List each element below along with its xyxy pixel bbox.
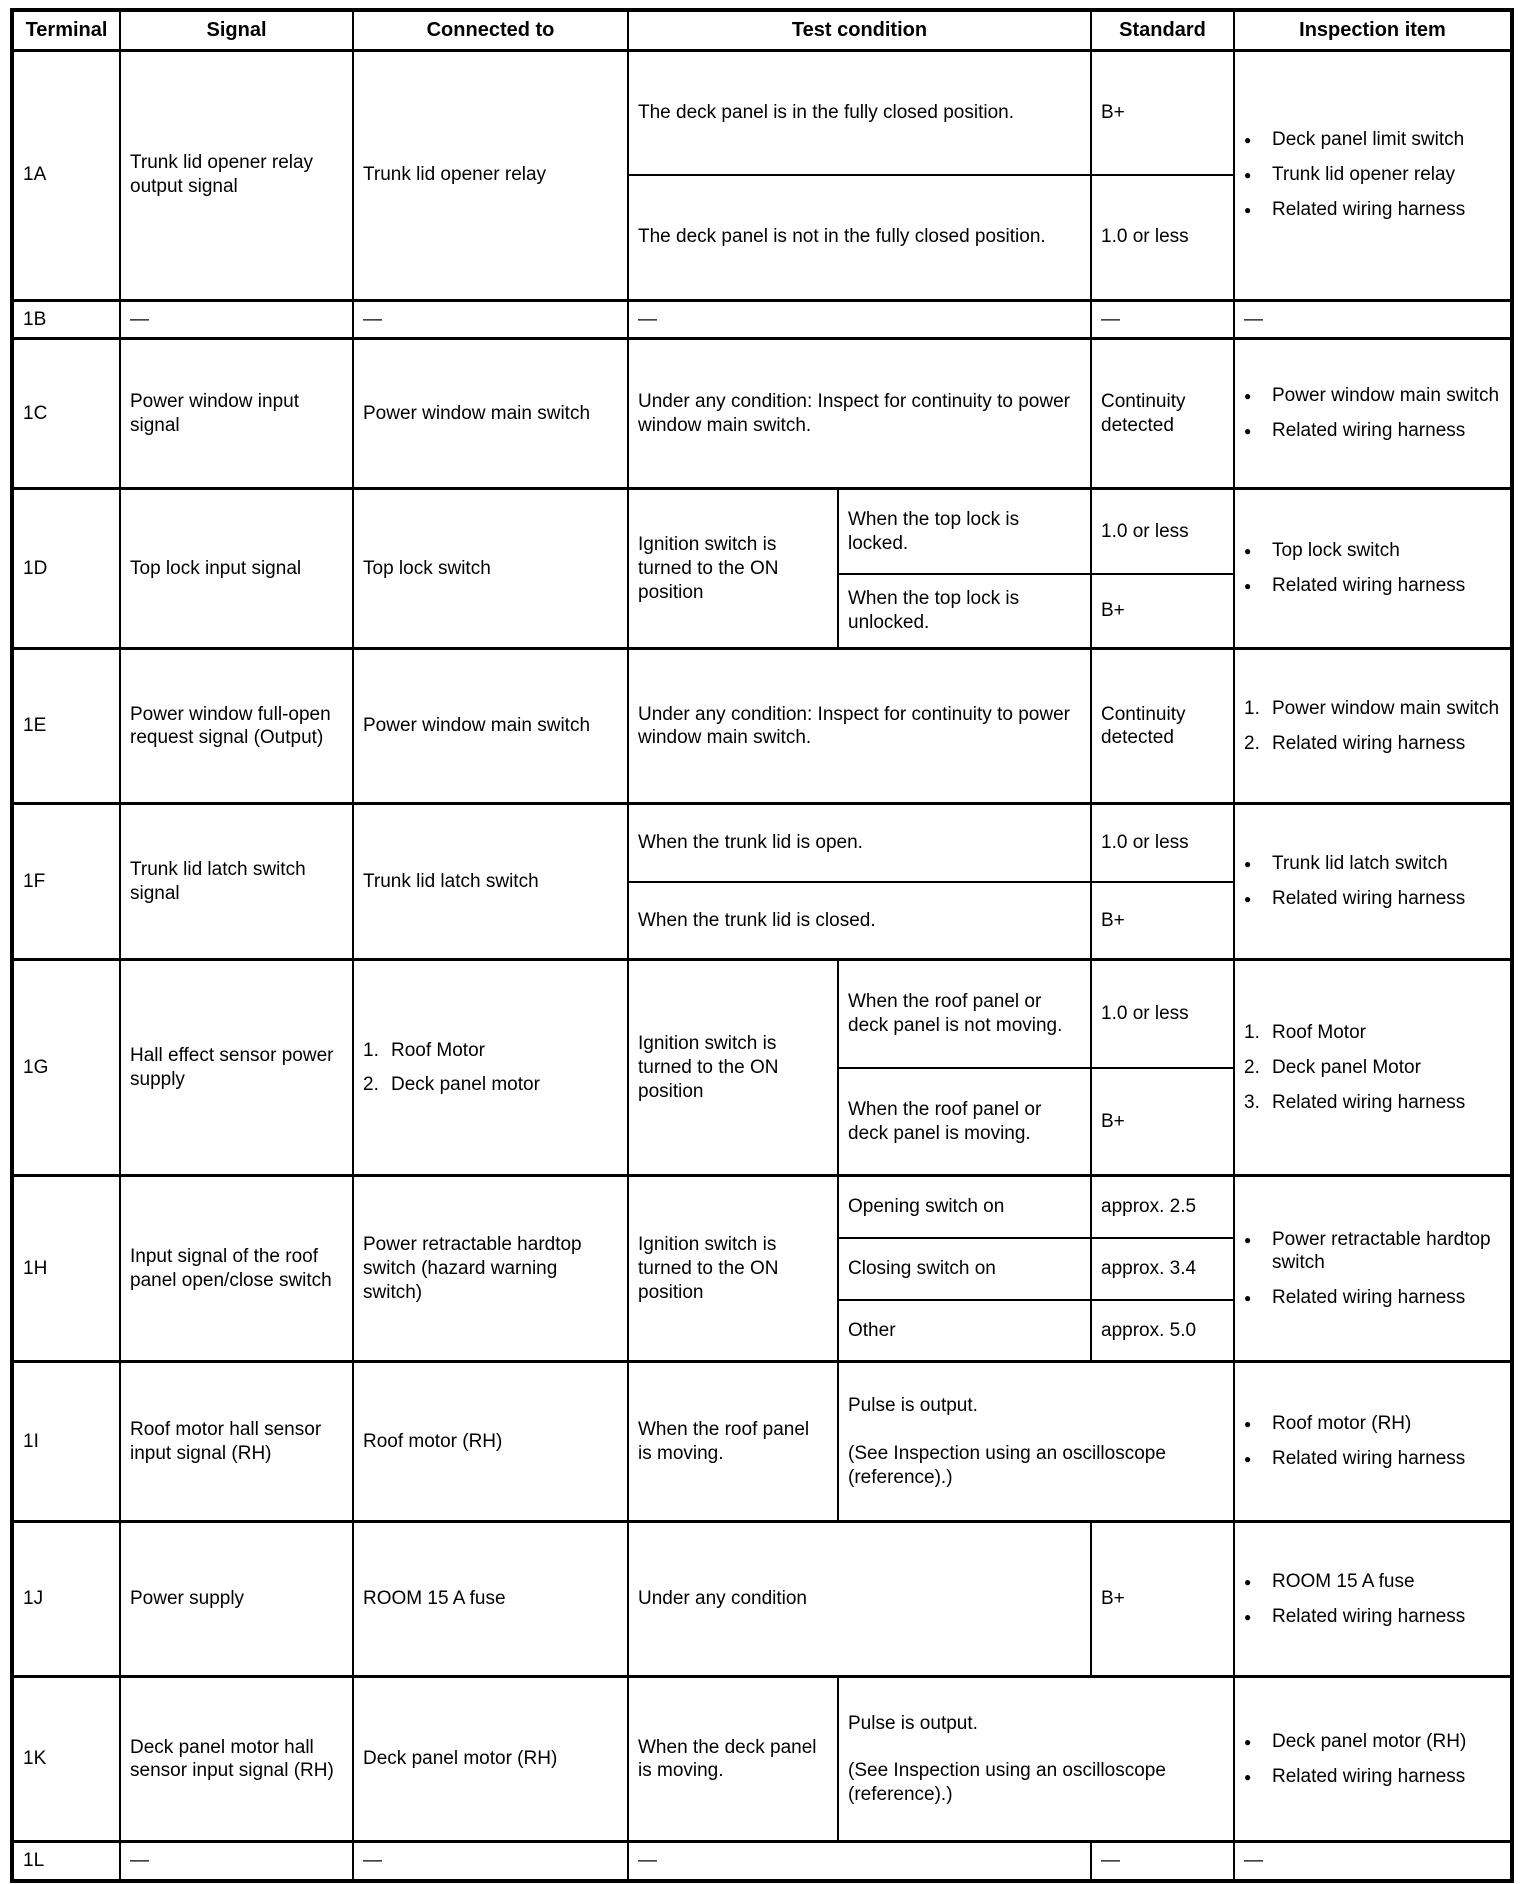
cell-signal-1g: Hall effect sensor power supply bbox=[120, 960, 353, 1176]
row-1h bbox=[12, 1176, 1512, 1238]
connected-item bbox=[363, 1039, 618, 1063]
cell-inspection-1a bbox=[1234, 50, 1512, 300]
cell-standard-1f-1: 1.0 or less bbox=[1091, 804, 1234, 882]
cell-standard-1a-2: 1.0 or less bbox=[1091, 175, 1234, 300]
inspection-item-text: Top lock switch bbox=[1272, 540, 1400, 562]
inspection-item-text: Deck panel Motor bbox=[1272, 1056, 1421, 1078]
cell-condition-1b: — bbox=[628, 300, 1091, 339]
cell-condition-1a-1: The deck panel is in the fully closed position. bbox=[628, 50, 1091, 175]
inspection-item bbox=[1244, 1056, 1501, 1080]
row-1j bbox=[12, 1522, 1512, 1677]
bullet-icon: ● bbox=[1244, 1769, 1252, 1784]
cell-inspection-1b: — bbox=[1234, 300, 1512, 339]
cell-standard-1h-2: approx. 3.4 bbox=[1091, 1238, 1234, 1300]
cell-standard-1e: Continuity detected bbox=[1091, 649, 1234, 804]
cell-standard-1g-1: 1.0 or less bbox=[1091, 960, 1234, 1068]
cell-terminal-1g: 1G bbox=[12, 960, 120, 1176]
cell-connected-1d: Top lock switch bbox=[353, 489, 628, 649]
number-marker: 2. bbox=[1244, 1056, 1260, 1078]
row-1g bbox=[12, 960, 1512, 1068]
inspection-item-text: Trunk lid latch switch bbox=[1272, 853, 1448, 875]
inspection-item-text: Related wiring harness bbox=[1272, 888, 1466, 910]
cell-signal-1b: — bbox=[120, 300, 353, 339]
inspection-item bbox=[1244, 539, 1501, 563]
cell-condition-left-1d: Ignition switch is turned to the ON position bbox=[628, 489, 838, 649]
inspection-item bbox=[1244, 1286, 1501, 1310]
bullet-icon: ● bbox=[1244, 579, 1252, 594]
inspection-item-text: Related wiring harness bbox=[1272, 420, 1466, 442]
row-1l bbox=[12, 1842, 1512, 1881]
cell-condition-1l: — bbox=[628, 1842, 1091, 1881]
cell-inspection-1i bbox=[1234, 1362, 1512, 1522]
inspection-item-text: Roof Motor bbox=[1272, 1022, 1366, 1044]
cell-standard-1g-2: B+ bbox=[1091, 1068, 1234, 1176]
inspection-item-text: Related wiring harness bbox=[1272, 1448, 1466, 1470]
cell-condition-left-1i: When the roof panel is moving. bbox=[628, 1362, 838, 1522]
inspection-item-text: ROOM 15 A fuse bbox=[1272, 1570, 1415, 1592]
row-1d bbox=[12, 489, 1512, 574]
cell-pulse-1k bbox=[838, 1677, 1234, 1842]
cell-connected-1e: Power window main switch bbox=[353, 649, 628, 804]
inspection-item-text: Related wiring harness bbox=[1272, 1605, 1466, 1627]
inspection-item-text: Power window main switch bbox=[1272, 698, 1500, 719]
cell-inspection-1l: — bbox=[1234, 1842, 1512, 1881]
number-marker: 1. bbox=[1244, 1022, 1260, 1044]
cell-terminal-1i: 1I bbox=[12, 1362, 120, 1522]
col-header-terminal: Terminal bbox=[12, 10, 120, 50]
cell-signal-1e: Power window full-open request signal (Output) bbox=[120, 649, 353, 804]
cell-connected-1a: Trunk lid opener relay bbox=[353, 50, 628, 300]
bullet-icon: ● bbox=[1244, 424, 1252, 439]
inspection-item bbox=[1244, 852, 1501, 876]
col-header-inspection-item: Inspection item bbox=[1234, 10, 1512, 50]
inspection-item bbox=[1244, 198, 1501, 222]
cell-condition-1e: Under any condition: Inspect for continuity to power window main switch. bbox=[628, 649, 1091, 804]
cell-inspection-1c bbox=[1234, 339, 1512, 489]
inspection-item bbox=[1244, 128, 1501, 152]
bullet-icon: ● bbox=[1244, 168, 1252, 182]
number-marker: 1. bbox=[363, 1039, 379, 1061]
inspection-item-text: Related wiring harness bbox=[1272, 1765, 1466, 1787]
cell-standard-1a-1: B+ bbox=[1091, 50, 1234, 175]
cell-signal-1h: Input signal of the roof panel open/close switch bbox=[120, 1176, 353, 1362]
bullet-icon: ● bbox=[1244, 1452, 1252, 1467]
bullet-icon: ● bbox=[1244, 133, 1252, 147]
number-marker: 3. bbox=[1244, 1091, 1260, 1113]
cell-condition-1h-1: Opening switch on bbox=[838, 1176, 1091, 1238]
cell-signal-1d: Top lock input signal bbox=[120, 489, 353, 649]
cell-connected-1k: Deck panel motor (RH) bbox=[353, 1677, 628, 1842]
cell-connected-1l: — bbox=[353, 1842, 628, 1881]
cell-signal-1a: Trunk lid opener relay output signal bbox=[120, 50, 353, 300]
row-1i bbox=[12, 1362, 1512, 1522]
oscilloscope-note: (See Inspection using an oscilloscope (reference).) bbox=[848, 1760, 1166, 1806]
cell-connected-1f: Trunk lid latch switch bbox=[353, 804, 628, 960]
cell-condition-1h-3: Other bbox=[838, 1300, 1091, 1362]
bullet-icon: ● bbox=[1244, 389, 1252, 404]
bullet-icon: ● bbox=[1244, 544, 1252, 559]
col-header-signal: Signal bbox=[120, 10, 353, 50]
bullet-icon: ● bbox=[1244, 1609, 1252, 1624]
connected-item bbox=[363, 1073, 618, 1097]
bullet-icon: ● bbox=[1244, 203, 1252, 217]
inspection-item-text: Related wiring harness bbox=[1272, 1287, 1466, 1309]
cell-condition-1d-1: When the top lock is locked. bbox=[838, 489, 1091, 574]
row-1k bbox=[12, 1677, 1512, 1842]
cell-signal-1j: Power supply bbox=[120, 1522, 353, 1677]
cell-terminal-1f: 1F bbox=[12, 804, 120, 960]
bullet-icon: ● bbox=[1244, 1574, 1252, 1589]
cell-signal-1c: Power window input signal bbox=[120, 339, 353, 489]
bullet-icon: ● bbox=[1244, 1417, 1252, 1432]
cell-terminal-1h: 1H bbox=[12, 1176, 120, 1362]
cell-signal-1i: Roof motor hall sensor input signal (RH) bbox=[120, 1362, 353, 1522]
cell-condition-1c: Under any condition: Inspect for continuity to power window main switch. bbox=[628, 339, 1091, 489]
cell-condition-left-1g: Ignition switch is turned to the ON position bbox=[628, 960, 838, 1176]
row-1f bbox=[12, 804, 1512, 882]
cell-inspection-1d bbox=[1234, 489, 1512, 649]
inspection-item-text: Deck panel limit switch bbox=[1272, 129, 1465, 150]
cell-standard-1l: — bbox=[1091, 1842, 1234, 1881]
inspection-item bbox=[1244, 384, 1501, 408]
cell-terminal-1l: 1L bbox=[12, 1842, 120, 1881]
cell-connected-1j: ROOM 15 A fuse bbox=[353, 1522, 628, 1677]
inspection-item-text: Trunk lid opener relay bbox=[1272, 164, 1456, 185]
cell-condition-1f-2: When the trunk lid is closed. bbox=[628, 882, 1091, 960]
inspection-item bbox=[1244, 1605, 1501, 1629]
inspection-item bbox=[1244, 1412, 1501, 1436]
cell-inspection-1g bbox=[1234, 960, 1512, 1176]
cell-signal-1k: Deck panel motor hall sensor input signal (RH) bbox=[120, 1677, 353, 1842]
col-header-connected-to: Connected to bbox=[353, 10, 628, 50]
cell-connected-1g bbox=[353, 960, 628, 1176]
inspection-item bbox=[1244, 1765, 1501, 1789]
cell-pulse-1i bbox=[838, 1362, 1234, 1522]
cell-condition-1a-2: The deck panel is not in the fully closed position. bbox=[628, 175, 1091, 300]
cell-standard-1f-2: B+ bbox=[1091, 882, 1234, 960]
cell-terminal-1j: 1J bbox=[12, 1522, 120, 1677]
connected-item-text: Deck panel motor bbox=[391, 1074, 540, 1096]
cell-standard-1d-1: 1.0 or less bbox=[1091, 489, 1234, 574]
number-marker: 2. bbox=[363, 1074, 379, 1096]
cell-condition-1f-1: When the trunk lid is open. bbox=[628, 804, 1091, 882]
cell-inspection-1k bbox=[1234, 1677, 1512, 1842]
cell-inspection-1f bbox=[1234, 804, 1512, 960]
cell-signal-1l: — bbox=[120, 1842, 353, 1881]
inspection-item bbox=[1244, 1447, 1501, 1471]
cell-condition-1d-2: When the top lock is unlocked. bbox=[838, 574, 1091, 649]
inspection-item-text: Roof motor (RH) bbox=[1272, 1413, 1412, 1435]
bullet-icon: ● bbox=[1244, 857, 1252, 872]
number-marker: 2. bbox=[1244, 732, 1260, 754]
inspection-item-text: Related wiring harness bbox=[1272, 1091, 1466, 1113]
cell-signal-1f: Trunk lid latch switch signal bbox=[120, 804, 353, 960]
cell-condition-1g-1: When the roof panel or deck panel is not moving. bbox=[838, 960, 1091, 1068]
inspection-item bbox=[1244, 1228, 1501, 1276]
inspection-item bbox=[1244, 163, 1501, 187]
inspection-item bbox=[1244, 1091, 1501, 1115]
bullet-icon: ● bbox=[1244, 1232, 1252, 1247]
bullet-icon: ● bbox=[1244, 1291, 1252, 1306]
inspection-item bbox=[1244, 887, 1501, 911]
connector-terminal-table bbox=[10, 8, 1514, 1883]
inspection-item bbox=[1244, 697, 1501, 721]
cell-condition-1h-2: Closing switch on bbox=[838, 1238, 1091, 1300]
cell-terminal-1b: 1B bbox=[12, 300, 120, 339]
cell-terminal-1a: 1A bbox=[12, 50, 120, 300]
inspection-item-text: Deck panel motor (RH) bbox=[1272, 1730, 1467, 1752]
cell-condition-left-1h: Ignition switch is turned to the ON position bbox=[628, 1176, 838, 1362]
cell-connected-1i: Roof motor (RH) bbox=[353, 1362, 628, 1522]
row-1e bbox=[12, 649, 1512, 804]
cell-standard-1b: — bbox=[1091, 300, 1234, 339]
cell-inspection-1j bbox=[1234, 1522, 1512, 1677]
cell-connected-1b: — bbox=[353, 300, 628, 339]
inspection-item-text: Power window main switch bbox=[1272, 385, 1500, 407]
cell-terminal-1d: 1D bbox=[12, 489, 120, 649]
cell-connected-1h: Power retractable hardtop switch (hazard warning switch) bbox=[353, 1176, 628, 1362]
bullet-icon: ● bbox=[1244, 1734, 1252, 1749]
row-1a bbox=[12, 50, 1512, 175]
cell-inspection-1h bbox=[1234, 1176, 1512, 1362]
number-marker: 1. bbox=[1244, 698, 1260, 719]
cell-standard-1h-3: approx. 5.0 bbox=[1091, 1300, 1234, 1362]
oscilloscope-note: (See Inspection using an oscilloscope (reference).) bbox=[848, 1442, 1166, 1488]
inspection-item-text: Related wiring harness bbox=[1272, 575, 1466, 597]
cell-standard-1d-2: B+ bbox=[1091, 574, 1234, 649]
row-1c bbox=[12, 339, 1512, 489]
inspection-item bbox=[1244, 732, 1501, 756]
row-1b bbox=[12, 300, 1512, 339]
cell-terminal-1k: 1K bbox=[12, 1677, 120, 1842]
inspection-item bbox=[1244, 419, 1501, 443]
cell-terminal-1c: 1C bbox=[12, 339, 120, 489]
cell-standard-1c: Continuity detected bbox=[1091, 339, 1234, 489]
pulse-output-text: Pulse is output. bbox=[848, 1395, 978, 1417]
col-header-standard: Standard bbox=[1091, 10, 1234, 50]
inspection-item bbox=[1244, 1021, 1501, 1045]
bullet-icon: ● bbox=[1244, 892, 1252, 907]
cell-connected-1c: Power window main switch bbox=[353, 339, 628, 489]
inspection-item bbox=[1244, 1570, 1501, 1594]
pulse-output-text: Pulse is output. bbox=[848, 1712, 978, 1734]
col-header-test-condition: Test condition bbox=[628, 10, 1091, 50]
cell-standard-1h-1: approx. 2.5 bbox=[1091, 1176, 1234, 1238]
cell-condition-1j: Under any condition bbox=[628, 1522, 1091, 1677]
cell-standard-1j: B+ bbox=[1091, 1522, 1234, 1677]
cell-condition-1g-2: When the roof panel or deck panel is moving. bbox=[838, 1068, 1091, 1176]
inspection-item-text: Related wiring harness bbox=[1272, 732, 1466, 754]
cell-inspection-1e bbox=[1234, 649, 1512, 804]
inspection-item bbox=[1244, 1730, 1501, 1754]
inspection-item-text: Related wiring harness bbox=[1272, 199, 1466, 220]
inspection-item-text: Power retractable hardtop switch bbox=[1272, 1228, 1491, 1274]
cell-terminal-1e: 1E bbox=[12, 649, 120, 804]
cell-condition-left-1k: When the deck panel is moving. bbox=[628, 1677, 838, 1842]
connected-item-text: Roof Motor bbox=[391, 1039, 485, 1061]
inspection-item bbox=[1244, 574, 1501, 598]
header-row bbox=[12, 10, 1512, 50]
